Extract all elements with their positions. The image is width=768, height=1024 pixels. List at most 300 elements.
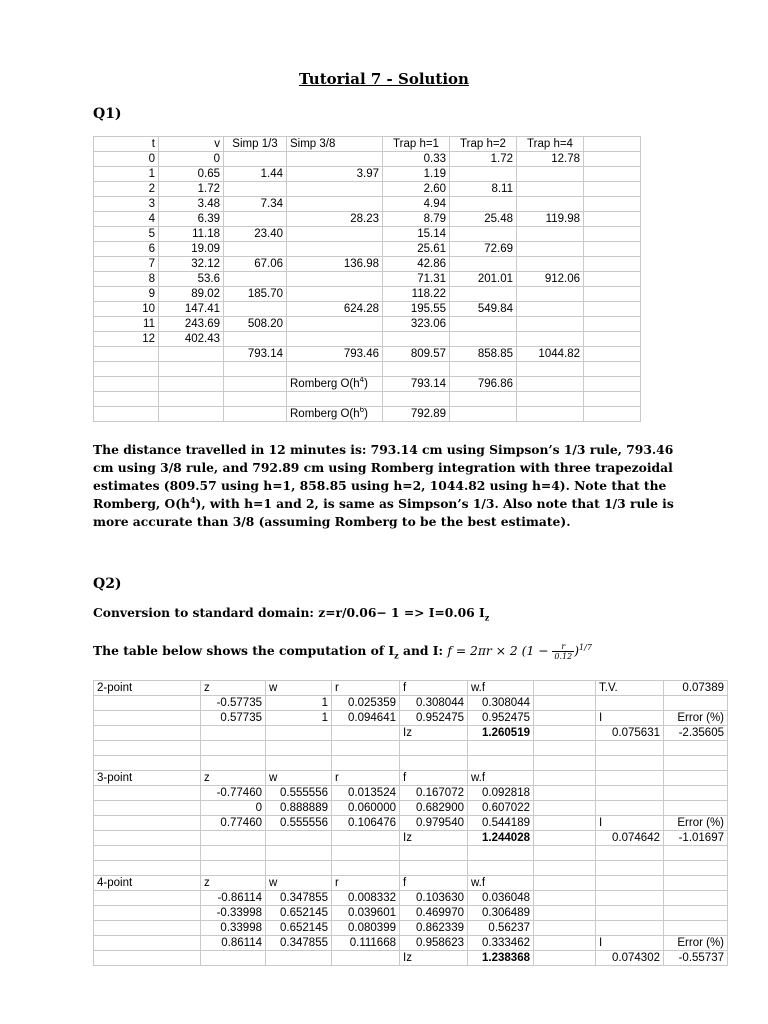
q1-data-cell: 1 [94, 167, 159, 182]
q1-data-cell: 12 [94, 332, 159, 347]
empty-cell [94, 786, 201, 801]
q2-col-header: z [201, 876, 266, 891]
q2-iz-row [94, 951, 728, 966]
q1-data-cell: 5 [94, 227, 159, 242]
empty-cell [468, 756, 534, 771]
empty-cell [201, 756, 266, 771]
empty-cell [534, 936, 596, 951]
q2-data-cell: 0.652145 [266, 906, 332, 921]
q2-formula [447, 642, 592, 661]
q2-block-label: 3-point [94, 771, 201, 786]
q1-data-cell: 3.48 [159, 197, 224, 212]
empty-cell [664, 876, 728, 891]
empty-cell [584, 242, 641, 257]
q1-data-cell [287, 152, 383, 167]
q1-blank-row [94, 362, 641, 377]
empty-cell [94, 831, 201, 846]
q2-data-cell: 0.682900 [400, 801, 468, 816]
q1-data-cell: 10 [94, 302, 159, 317]
empty-cell [94, 741, 201, 756]
formula-denominator: 0.12 [554, 652, 573, 661]
q1-data-cell: 185.70 [224, 287, 287, 302]
q1-explanation [93, 441, 683, 531]
q1-data-cell [517, 302, 584, 317]
empty-cell [266, 951, 332, 966]
empty-cell [534, 846, 596, 861]
q1-data-row [94, 212, 641, 227]
q2-data-cell: 0.008332 [332, 891, 400, 906]
empty-cell [584, 332, 641, 347]
q1-data-cell: 508.20 [224, 317, 287, 332]
q1-data-row [94, 167, 641, 182]
q1-header-cell: Simp 3/8 [287, 137, 383, 152]
q1-data-cell: 118.22 [383, 287, 450, 302]
q1-data-row [94, 272, 641, 287]
q2-data-row [94, 711, 728, 726]
q1-data-cell: 0 [94, 152, 159, 167]
q2-data-row [94, 921, 728, 936]
q2-spacer-row [94, 846, 728, 861]
q2-data-cell: 0.77460 [201, 816, 266, 831]
empty-cell [201, 861, 266, 876]
q2-col-header: r [332, 771, 400, 786]
q1-header-cell: Trap h=1 [383, 137, 450, 152]
empty-cell [534, 906, 596, 921]
q2-data-cell: 0.979540 [400, 816, 468, 831]
q1-data-cell [517, 182, 584, 197]
q1-data-cell [517, 287, 584, 302]
q2-data-row [94, 696, 728, 711]
q2-block-label: 2-point [94, 681, 201, 696]
empty-cell [94, 362, 159, 377]
q2-data-cell: 0.57735 [201, 711, 266, 726]
empty-cell [450, 392, 517, 407]
q1-data-cell: 8.79 [383, 212, 450, 227]
empty-cell [534, 951, 596, 966]
q1-data-cell: 6.39 [159, 212, 224, 227]
empty-cell [94, 816, 201, 831]
q1-header-cell: t [94, 137, 159, 152]
q1-data-cell [224, 302, 287, 317]
q1-data-row [94, 257, 641, 272]
q1-header-cell: v [159, 137, 224, 152]
empty-cell [534, 861, 596, 876]
romberg-exponent: 4 [359, 376, 365, 385]
i-value: 0.075631 [596, 726, 664, 741]
q2-col-header: z [201, 771, 266, 786]
empty-cell [584, 167, 641, 182]
empty-cell [201, 831, 266, 846]
empty-cell [201, 951, 266, 966]
q1-data-cell: 2 [94, 182, 159, 197]
empty-cell [332, 831, 400, 846]
empty-cell [94, 392, 159, 407]
q2-col-header: w.f [468, 876, 534, 891]
q1-data-cell [450, 287, 517, 302]
empty-cell [584, 137, 641, 152]
q1-data-cell [450, 257, 517, 272]
q2-col-header: f [400, 681, 468, 696]
q2-data-cell: 0.308044 [400, 696, 468, 711]
empty-cell [450, 407, 517, 422]
romberg-label: Romberg O(h [290, 408, 360, 420]
empty-cell [332, 741, 400, 756]
q2-data-cell: 0.167072 [400, 786, 468, 801]
q2-col-header: w.f [468, 771, 534, 786]
q1-data-row [94, 227, 641, 242]
empty-cell [584, 182, 641, 197]
empty-cell [332, 846, 400, 861]
q2-data-cell: 0.86114 [201, 936, 266, 951]
q1-data-cell: 25.61 [383, 242, 450, 257]
empty-cell [94, 921, 201, 936]
empty-cell [584, 272, 641, 287]
q2-table [93, 680, 728, 966]
q2-data-cell: 0.952475 [400, 711, 468, 726]
empty-cell [584, 257, 641, 272]
q2-col-header: r [332, 681, 400, 696]
q1-total-cell: 793.14 [224, 347, 287, 362]
i-label: I [596, 816, 664, 831]
q2-data-cell: 0 [201, 801, 266, 816]
empty-cell [94, 936, 201, 951]
empty-cell [584, 392, 641, 407]
q1-data-row [94, 317, 641, 332]
q2-col-header: w [266, 681, 332, 696]
q1-data-cell [517, 317, 584, 332]
q2-data-cell: 0.333462 [468, 936, 534, 951]
q1-data-cell [517, 167, 584, 182]
empty-cell [266, 726, 332, 741]
q1-data-cell [450, 227, 517, 242]
romberg-suffix: ) [364, 378, 368, 390]
romberg-suffix: ) [364, 408, 368, 420]
q2-intro-text-2: and I: [398, 643, 448, 658]
empty-cell [596, 801, 664, 816]
q2-data-cell: 0.013524 [332, 786, 400, 801]
q1-data-cell: 147.41 [159, 302, 224, 317]
romberg-label: Romberg O(h [290, 378, 360, 390]
empty-cell [383, 362, 450, 377]
q1-totals-row [94, 347, 641, 362]
q2-data-cell: 0.306489 [468, 906, 534, 921]
empty-cell [94, 801, 201, 816]
q1-data-cell: 7 [94, 257, 159, 272]
empty-cell [332, 861, 400, 876]
q2-spacer-row [94, 741, 728, 756]
q2-table-intro [93, 642, 683, 661]
q2-spacer-row [94, 861, 728, 876]
empty-cell [332, 951, 400, 966]
q1-data-cell: 136.98 [287, 257, 383, 272]
empty-cell [400, 756, 468, 771]
empty-cell [664, 906, 728, 921]
q1-total-cell: 809.57 [383, 347, 450, 362]
q1-data-cell: 402.43 [159, 332, 224, 347]
iz-value: 1.244028 [468, 831, 534, 846]
empty-cell [584, 212, 641, 227]
empty-cell [400, 861, 468, 876]
empty-cell [584, 377, 641, 392]
q1-data-cell [224, 332, 287, 347]
empty-cell [159, 377, 224, 392]
q1-data-cell [517, 197, 584, 212]
q1-data-cell [383, 332, 450, 347]
q1-data-cell: 89.02 [159, 287, 224, 302]
empty-cell [584, 347, 641, 362]
q2-data-cell: 0.607022 [468, 801, 534, 816]
i-label: I [596, 711, 664, 726]
empty-cell [534, 711, 596, 726]
q1-data-row [94, 182, 641, 197]
q1-data-cell: 42.86 [383, 257, 450, 272]
empty-cell [94, 846, 201, 861]
q2-data-cell: 0.862339 [400, 921, 468, 936]
empty-cell [383, 392, 450, 407]
q1-total-cell [94, 347, 159, 362]
error-label: Error (%) [664, 816, 728, 831]
q1-data-cell: 323.06 [383, 317, 450, 332]
q1-data-cell: 912.06 [517, 272, 584, 287]
q2-data-cell: 0.555556 [266, 816, 332, 831]
romberg-o-h4-value: 793.14 [383, 377, 450, 392]
q1-data-cell [224, 272, 287, 287]
q2-conversion-text-2: − 1 => I=0.06 I [376, 605, 485, 620]
empty-cell [596, 741, 664, 756]
q1-data-cell: 19.09 [159, 242, 224, 257]
empty-cell [584, 407, 641, 422]
q1-data-cell: 1.72 [159, 182, 224, 197]
q1-data-cell: 25.48 [450, 212, 517, 227]
q1-data-cell [517, 227, 584, 242]
iz-label: Iz [400, 831, 468, 846]
q1-data-cell: 12.78 [517, 152, 584, 167]
q1-data-cell: 8 [94, 272, 159, 287]
romberg-o-h6-value: 792.89 [383, 407, 450, 422]
empty-cell [468, 861, 534, 876]
q1-data-row [94, 242, 641, 257]
empty-cell [400, 846, 468, 861]
q2-col-header: r [332, 876, 400, 891]
q2-conversion-text-1: Conversion to standard domain: z=r/0.06 [93, 605, 377, 620]
q2-data-cell: 1 [266, 711, 332, 726]
q1-total-cell: 858.85 [450, 347, 517, 362]
page-title: Tutorial 7 - Solution [299, 70, 469, 88]
q1-data-cell: 71.31 [383, 272, 450, 287]
q1-data-cell: 2.60 [383, 182, 450, 197]
q2-heading: Q2) [93, 576, 122, 592]
q1-header-cell: Trap h=2 [450, 137, 517, 152]
q1-data-cell: 3.97 [287, 167, 383, 182]
empty-cell [224, 407, 287, 422]
empty-cell [534, 681, 596, 696]
q1-data-cell: 15.14 [383, 227, 450, 242]
error-value: -2.35605 [664, 726, 728, 741]
q1-data-cell: 72.69 [450, 242, 517, 257]
q1-data-cell: 201.01 [450, 272, 517, 287]
empty-cell [534, 831, 596, 846]
q1-data-cell: 549.84 [450, 302, 517, 317]
q2-data-cell: 0.544189 [468, 816, 534, 831]
q1-blank-row [94, 392, 641, 407]
empty-cell [596, 771, 664, 786]
empty-cell [534, 756, 596, 771]
q1-header-row [94, 137, 641, 152]
q2-data-cell: 0.952475 [468, 711, 534, 726]
q2-data-cell: 0.025359 [332, 696, 400, 711]
q2-intro-text-1: The table below shows the computation of I [93, 643, 395, 658]
empty-cell [596, 786, 664, 801]
empty-cell [534, 801, 596, 816]
q1-data-cell: 1.19 [383, 167, 450, 182]
q1-header-cell: Trap h=4 [517, 137, 584, 152]
q2-data-cell: 0.094641 [332, 711, 400, 726]
q2-block-header-row [94, 681, 728, 696]
q2-data-cell: 0.56237 [468, 921, 534, 936]
empty-cell [584, 152, 641, 167]
empty-cell [287, 362, 383, 377]
empty-cell [94, 756, 201, 771]
empty-cell [468, 846, 534, 861]
empty-cell [534, 786, 596, 801]
romberg-o-h4-label [287, 377, 383, 392]
q1-data-row [94, 152, 641, 167]
q1-data-cell: 11 [94, 317, 159, 332]
empty-cell [664, 756, 728, 771]
q1-data-cell: 0.33 [383, 152, 450, 167]
q2-iz-row [94, 726, 728, 741]
q1-data-cell: 1.44 [224, 167, 287, 182]
q2-data-cell: 0.888889 [266, 801, 332, 816]
q2-iz-row [94, 831, 728, 846]
q1-data-cell: 3 [94, 197, 159, 212]
q2-data-row [94, 891, 728, 906]
empty-cell [159, 392, 224, 407]
empty-cell [584, 302, 641, 317]
empty-cell [584, 287, 641, 302]
q1-data-cell [517, 332, 584, 347]
empty-cell [596, 921, 664, 936]
empty-cell [517, 362, 584, 377]
empty-cell [266, 741, 332, 756]
q1-explanation-exponent: 4 [189, 494, 196, 505]
formula-exponent: 1/7 [579, 642, 592, 652]
empty-cell [266, 756, 332, 771]
q1-data-cell: 7.34 [224, 197, 287, 212]
romberg-exponent: 6 [359, 406, 365, 415]
romberg-o-h4-value: 796.86 [450, 377, 517, 392]
q2-data-row [94, 816, 728, 831]
q1-data-row [94, 287, 641, 302]
empty-cell [584, 197, 641, 212]
q2-conversion-subscript: z [484, 612, 490, 623]
q2-col-header: w [266, 876, 332, 891]
q1-data-cell [287, 227, 383, 242]
q2-data-cell: -0.77460 [201, 786, 266, 801]
q1-explanation-text-2: ), with h=1 and 2, is same as Simpson’s 1/3. Also note that 1/3 rule is more accurate than 3/8 (assuming Romberg to be the best estimate). [93, 496, 674, 529]
q2-data-cell: 0.103630 [400, 891, 468, 906]
q2-conversion [93, 604, 683, 622]
empty-cell [517, 377, 584, 392]
q1-data-cell: 23.40 [224, 227, 287, 242]
empty-cell [584, 362, 641, 377]
empty-cell [517, 392, 584, 407]
q1-data-cell [287, 272, 383, 287]
empty-cell [664, 741, 728, 756]
q1-data-cell: 195.55 [383, 302, 450, 317]
tv-label: T.V. [596, 681, 664, 696]
q1-data-cell [517, 242, 584, 257]
i-label: I [596, 936, 664, 951]
q1-data-cell [450, 167, 517, 182]
empty-cell [664, 696, 728, 711]
q1-data-cell: 53.6 [159, 272, 224, 287]
error-label: Error (%) [664, 936, 728, 951]
error-value: -1.01697 [664, 831, 728, 846]
q1-total-cell [159, 347, 224, 362]
empty-cell [201, 726, 266, 741]
q1-data-cell [224, 212, 287, 227]
empty-cell [596, 696, 664, 711]
q2-data-cell: 0.092818 [468, 786, 534, 801]
iz-label: Iz [400, 951, 468, 966]
empty-cell [468, 741, 534, 756]
q1-total-cell: 1044.82 [517, 347, 584, 362]
q2-data-cell: 0.555556 [266, 786, 332, 801]
q1-data-cell [287, 287, 383, 302]
empty-cell [332, 726, 400, 741]
q2-data-row [94, 936, 728, 951]
q2-data-cell: 0.958623 [400, 936, 468, 951]
q2-data-cell: -0.57735 [201, 696, 266, 711]
empty-cell [332, 756, 400, 771]
i-value: 0.074302 [596, 951, 664, 966]
empty-cell [94, 906, 201, 921]
iz-value: 1.238368 [468, 951, 534, 966]
q2-data-row [94, 906, 728, 921]
q1-data-cell: 9 [94, 287, 159, 302]
empty-cell [400, 741, 468, 756]
q2-col-header: f [400, 876, 468, 891]
q1-romberg-row [94, 377, 641, 392]
q1-data-cell: 243.69 [159, 317, 224, 332]
q1-data-cell: 8.11 [450, 182, 517, 197]
q2-data-row [94, 786, 728, 801]
empty-cell [534, 921, 596, 936]
q1-data-cell: 11.18 [159, 227, 224, 242]
empty-cell [534, 816, 596, 831]
q1-data-cell [450, 197, 517, 212]
q2-col-header: w.f [468, 681, 534, 696]
empty-cell [94, 951, 201, 966]
q1-data-cell: 119.98 [517, 212, 584, 227]
empty-cell [201, 741, 266, 756]
q2-data-cell: 0.308044 [468, 696, 534, 711]
empty-cell [266, 831, 332, 846]
empty-cell [596, 891, 664, 906]
empty-cell [664, 786, 728, 801]
q2-data-cell: 0.347855 [266, 891, 332, 906]
empty-cell [534, 696, 596, 711]
q1-data-cell: 4.94 [383, 197, 450, 212]
formula-fraction [552, 642, 574, 661]
empty-cell [224, 362, 287, 377]
empty-cell [266, 846, 332, 861]
q2-data-cell: 0.33998 [201, 921, 266, 936]
formula-numerator: r [552, 642, 574, 652]
empty-cell [534, 726, 596, 741]
empty-cell [534, 876, 596, 891]
